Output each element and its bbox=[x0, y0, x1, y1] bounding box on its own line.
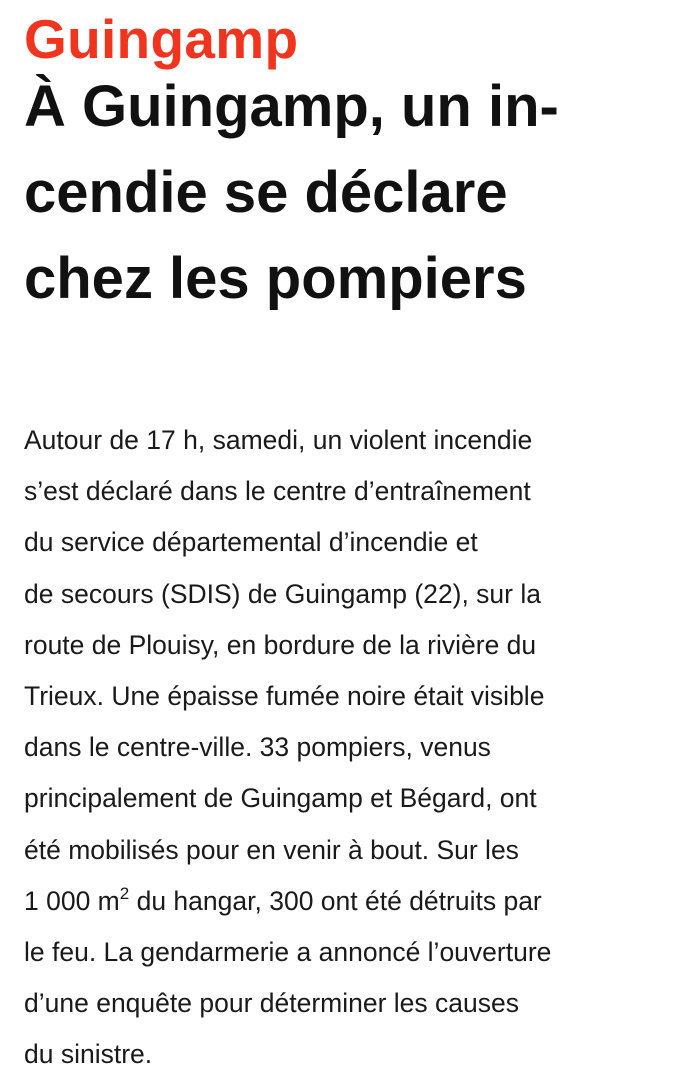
section-kicker: Guingamp bbox=[24, 8, 299, 70]
body-line: principalement de Guingamp et Bégard, ont bbox=[24, 783, 537, 814]
article-body bbox=[24, 415, 664, 1081]
headline-line: À Guingamp, un in- bbox=[24, 74, 559, 139]
body-line: route de Plouisy, en bordure de la rivière du bbox=[24, 629, 537, 660]
body-line-area bbox=[24, 876, 664, 927]
body-line: d’une enquête pour déterminer les causes bbox=[24, 988, 519, 1019]
article bbox=[24, 0, 664, 1070]
headline-line: chez les pompiers bbox=[24, 246, 527, 311]
headline-line: cendie se déclare bbox=[24, 160, 508, 225]
body-line: du sinistre. bbox=[24, 1039, 153, 1070]
area-value: 1 000 m bbox=[24, 885, 120, 916]
body-line: dans le centre-ville. 33 pompiers, venus bbox=[24, 732, 491, 763]
area-unit-superscript: 2 bbox=[119, 883, 130, 903]
article-headline bbox=[24, 64, 664, 322]
body-line: le feu. La gendarmerie a annoncé l’ouverture bbox=[24, 937, 552, 968]
body-line: s’est déclaré dans le centre d’entraînement bbox=[24, 476, 531, 507]
body-line: Trieux. Une épaisse fumée noire était visible bbox=[24, 681, 545, 712]
body-line: du service départemental d’incendie et bbox=[24, 527, 478, 558]
body-line: été mobilisés pour en venir à bout. Sur les bbox=[24, 834, 519, 865]
body-line: de secours (SDIS) de Guingamp (22), sur la bbox=[24, 578, 541, 609]
body-line: Autour de 17 h, samedi, un violent incendie bbox=[24, 425, 533, 455]
area-line-rest: du hangar, 300 ont été détruits par bbox=[129, 885, 542, 916]
